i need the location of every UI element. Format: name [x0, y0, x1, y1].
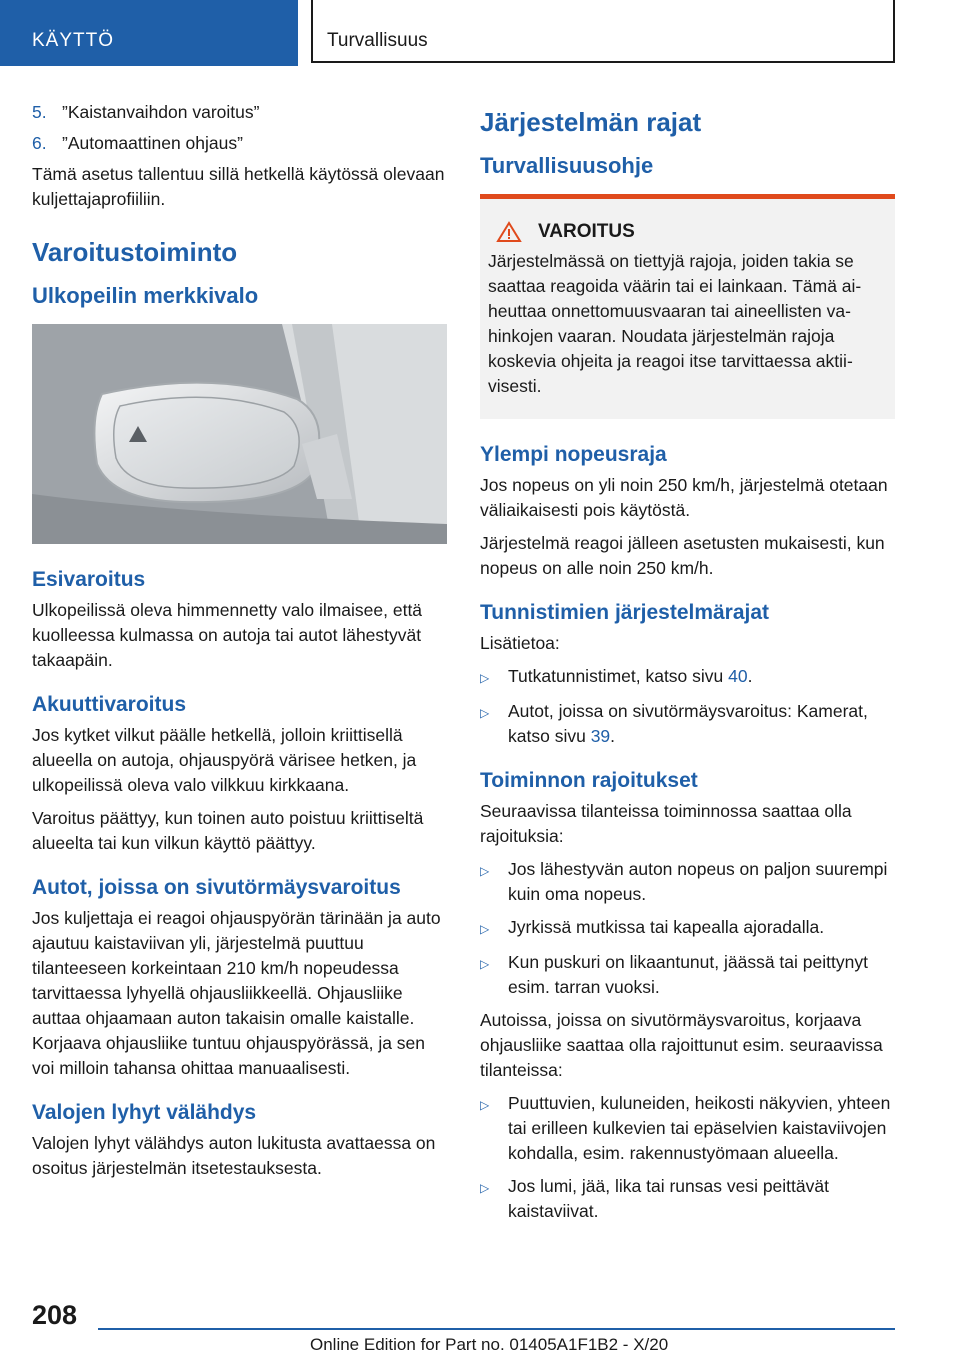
- heading-valojen-valahdys: Valojen lyhyt välähdys: [32, 1101, 257, 1124]
- list-text: ”Automaattinen ohjaus”: [62, 133, 243, 153]
- list-text: Jos lumi, jää, lika tai runsas vesi peittävät kaistaviivat.: [508, 1176, 829, 1221]
- paragraph-akuuttivaroitus-1: Jos kytket vilkut päälle hetkellä, jolloin kriittisellä alueella on autoja, ohjauspyörä värisee hetken, ja ulkopeilissä oleva valo vilkkuu kirkkaana.: [32, 725, 417, 795]
- list-item: [480, 1091, 895, 1166]
- header-section-label: KÄYTTÖ: [32, 30, 115, 51]
- heading-ylempi-nopeusraja: Ylempi nopeusraja: [480, 443, 667, 466]
- bullet-triangle-icon: ▷: [480, 1181, 490, 1195]
- warning-text: Järjestelmässä on tiettyjä rajoja, joiden takia se saattaa reagoida väärin tai ei lainkaan. Tämä aiheuttaa onnettomuusvaaran tai aineellisten vahinkojen vaaran. Noudata järjestelmän rajoja koskevia ohjeita ja reagoi itse tarvittaessa aktiivisesti.: [488, 251, 862, 396]
- list-text: Puuttuvien, kuluneiden, heikosti näkyvien, yhteen tai erilleen kulkevien tai epäselvien kaistaviivojen kohdalla, esim. rakennustyömaan alueella.: [508, 1093, 891, 1163]
- heading-akuuttivaroitus: Akuuttivaroitus: [32, 693, 187, 716]
- header-chapter-tab: [311, 0, 895, 63]
- page-number: 208: [32, 1300, 78, 1330]
- list-text: ”Kaistanvaihdon varoitus”: [62, 102, 260, 122]
- list-number: 6.: [32, 133, 47, 153]
- list-item: [32, 100, 447, 125]
- paragraph-esivaroitus: Ulkopeilissä oleva himmennetty valo ilmaisee, että kuolleessa kulmassa on autoja tai autot lähestyvät takaapäin.: [32, 600, 423, 670]
- bullet-triangle-icon: ▷: [480, 864, 490, 878]
- left-column: [32, 100, 447, 1189]
- page-link-39[interactable]: 39: [590, 726, 611, 746]
- heading-ulkopeilin-merkkivalo: Ulkopeilin merkkivalo: [32, 283, 259, 308]
- list-text: Kun puskuri on likaantunut, jäässä tai peittynyt esim. tarran vuoksi.: [508, 952, 868, 997]
- bullet-triangle-icon: ▷: [480, 1098, 490, 1112]
- header-section-tab: [0, 0, 298, 66]
- list-text: Jyrkissä mutkissa tai kapealla ajoradalla.: [508, 917, 825, 937]
- warning-title: [488, 221, 887, 243]
- heading-toiminnon-rajoitukset: Toiminnon rajoitukset: [480, 769, 698, 792]
- list-text: Autot, joissa on sivutörmäysvaroitus: Kamerat, katso sivu 39.: [508, 701, 868, 746]
- list-number: 5.: [32, 102, 47, 122]
- list-item: [480, 1174, 895, 1224]
- paragraph-sivutormaysvaroitus: Jos kuljettaja ei reagoi ohjauspyörän tärinään ja auto ajautuu kaistaviivan yli, järjestelmä puuttuu tilanteeseen korkeintaan 210 km/h nopeudessa tarvittaessa lyhyellä ohjausliikkeellä. Ohjausliike auttaa ohjaamaan auton takaisin omalle kaistalle. Korjaava ohjausliike tuntuu ohjauspyörässä, ja sen voi milloin tahansa ohittaa manuaalisesti.: [32, 908, 441, 1078]
- list-item: [480, 857, 895, 907]
- list-item: [32, 131, 447, 156]
- heading-sivutormaysvaroitus: Autot, joissa on sivutörmäysvaroitus: [32, 876, 401, 899]
- footer-divider: [98, 1328, 895, 1330]
- list-item: [480, 699, 895, 749]
- bullet-triangle-icon: ▷: [480, 671, 490, 685]
- mirror-image-icon: [32, 324, 447, 544]
- heading-varoitustoiminto: Varoitustoiminto: [32, 237, 238, 267]
- mirror-illustration: [32, 324, 447, 544]
- paragraph-ylempi-1: Jos nopeus on yli noin 250 km/h, järjestelmä otetaan väliaikaisesti pois käytöstä.: [480, 475, 888, 520]
- paragraph-lisatietoa: Lisätietoa:: [480, 633, 560, 653]
- page-link-40[interactable]: 40: [728, 666, 748, 686]
- header-chapter-label: Turvallisuus: [327, 30, 428, 51]
- bullet-triangle-icon: ▷: [480, 922, 490, 936]
- list-item: [480, 950, 895, 1000]
- heading-esivaroitus: Esivaroitus: [32, 568, 146, 591]
- paragraph-autoissa: Autoissa, joissa on sivutörmäysvaroitus, korjaava ohjausliike saattaa olla rajoittunut esim. seuraavissa tilanteissa:: [480, 1010, 883, 1080]
- paragraph-seuraavissa: Seuraavissa tilanteissa toiminnossa saattaa olla rajoituksia:: [480, 801, 852, 846]
- list-item: [480, 915, 895, 942]
- warning-triangle-icon: [496, 221, 522, 243]
- list-text: Jos lähestyvän auton nopeus on paljon suurempi kuin oma nopeus.: [508, 859, 888, 904]
- paragraph-akuuttivaroitus-2: Varoitus päättyy, kun toinen auto poistuu kriittiseltä alueelta tai kun vilkun käyttö päättyy.: [32, 808, 424, 853]
- list-item: [480, 664, 895, 691]
- list-text: Tutkatunnistimet, katso sivu 40.: [508, 666, 753, 686]
- heading-turvallisuusohje: Turvallisuusohje: [480, 153, 654, 178]
- footer-edition: Online Edition for Part no. 01405A1F1B2 - X/20: [310, 1335, 669, 1354]
- right-column: [480, 100, 895, 1232]
- warning-title-label: VAROITUS: [538, 221, 635, 242]
- warning-box: [480, 194, 895, 419]
- paragraph-ylempi-2: Järjestelmä reagoi jälleen asetusten mukaisesti, kun nopeus on alle noin 250 km/h.: [480, 533, 885, 578]
- bullet-triangle-icon: ▷: [480, 706, 490, 720]
- paragraph-valojen-valahdys: Valojen lyhyt välähdys auton lukitusta avattaessa on osoitus järjestelmän itsetestauksesta.: [32, 1133, 436, 1178]
- heading-tunnistimien-rajat: Tunnistimien järjestelmärajat: [480, 601, 770, 624]
- intro-paragraph: Tämä asetus tallentuu sillä hetkellä käytössä olevaan kuljettajaprofiiliin.: [32, 164, 445, 209]
- bullet-triangle-icon: ▷: [480, 957, 490, 971]
- heading-jarjestelman-rajat: Järjestelmän rajat: [480, 107, 702, 137]
